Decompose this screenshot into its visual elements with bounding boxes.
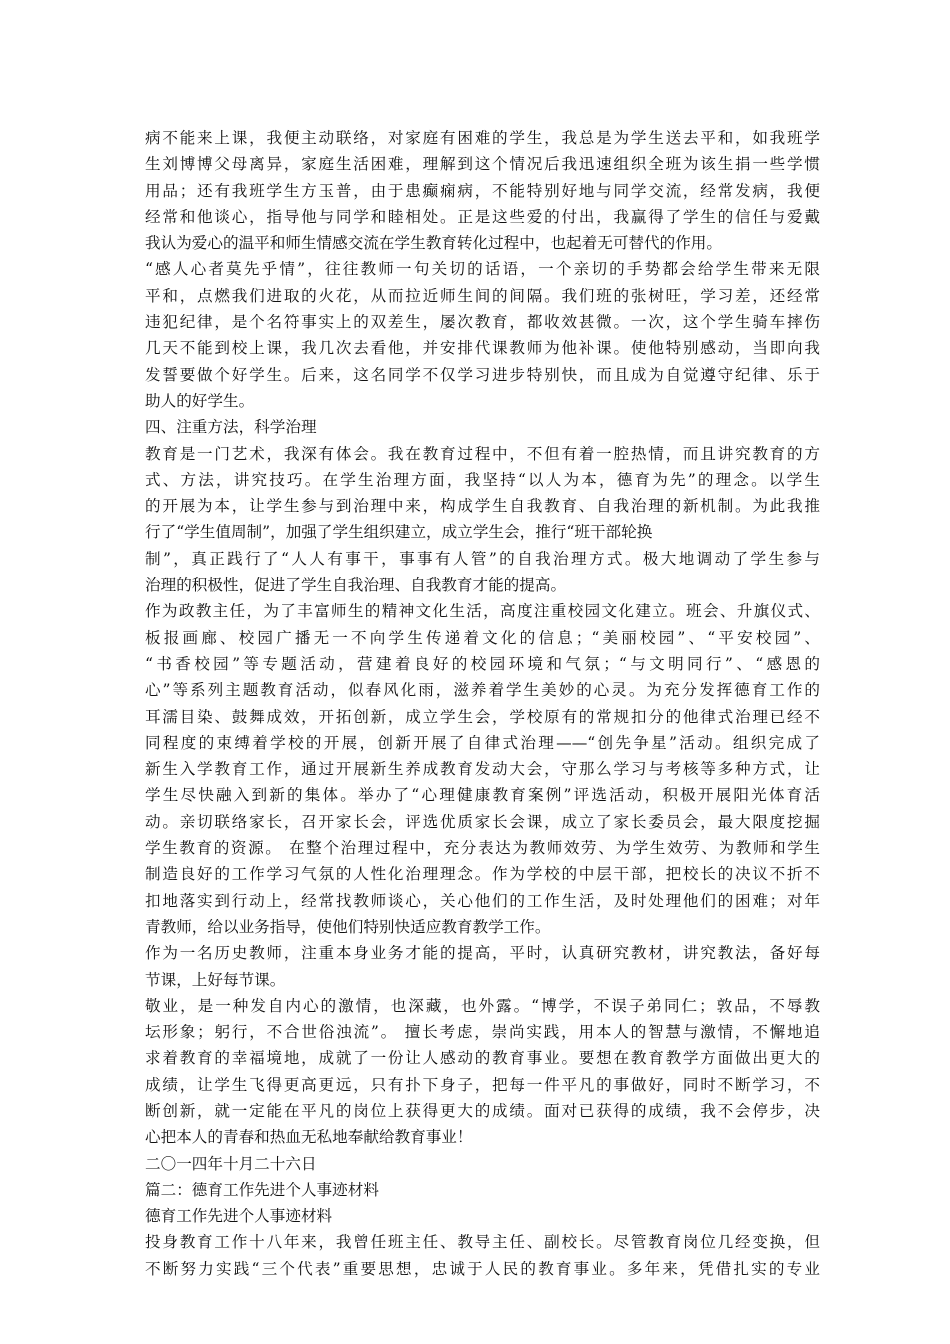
text-line: 德育工作先进个人事迹材料: [145, 1207, 333, 1226]
text-line: 动。亲切联络家长，召开家长会，评选优质家长会课，成立了家长委员会，最大限度挖掘: [145, 812, 820, 831]
text-line: 心把本人的青春和热血无私地奉献给教育事业！: [145, 1128, 473, 1147]
text-line: 制造良好的工作学习气氛的人性化治理理念。作为学校的中层干部，把校长的决议不折不: [145, 865, 820, 884]
text-line: “书香校园”等专题活动，营建着良好的校园环境和气氛；“与文明同行”、“感恩的: [145, 654, 820, 673]
text-line: 青教师，给以业务指导，使他们特别快适应教育教学工作。: [145, 917, 551, 936]
text-line: 同程度的束缚着学校的开展，创新开展了自律式治理——“创先争星”活动。组织完成了: [145, 733, 820, 752]
text-line: 经常和他谈心，指导他与同学和睦相处。正是这些爱的付出，我赢得了学生的信任与爱戴: [145, 207, 820, 226]
text-line: 教育是一门艺术，我深有体会。我在教育过程中，不但有着一腔热情，而且讲究教育的方: [145, 444, 820, 463]
text-line: 心”等系列主题教育活动，似春风化雨，滋养着学生美妙的心灵。为充分发挥德育工作的: [145, 681, 820, 700]
text-line: 行了“学生值周制”，加强了学生组织建立，成立学生会，推行“班干部轮换: [145, 523, 653, 542]
document-body: [145, 125, 820, 1282]
text-line: 几天不能到校上课，我几次去看他，并安排代课教师为他补课。使他特别感动，当即向我: [145, 339, 820, 358]
text-line: 节课，上好每节课。: [145, 970, 286, 989]
text-line: 篇二：德育工作先进个人事迹材料: [145, 1180, 379, 1199]
text-line: 敬业，是一种发自内心的激情，也深藏，也外露。“博学，不误子弟同仁；敦品，不辱教: [145, 996, 820, 1015]
text-line: 生刘博博父母离异，家庭生活困难，理解到这个情况后我迅速组织全班为该生捐一些学惯: [145, 155, 820, 174]
text-line: 二〇一四年十月二十六日: [145, 1154, 317, 1173]
text-line: 耳濡目染、鼓舞成效，开拓创新，成立学生会，学校原有的常规扣分的他律式治理已经不: [145, 707, 820, 726]
text-line: 作为一名历史教师，注重本身业务才能的提高，平时，认真研究教材，讲究教法，备好每: [145, 944, 820, 963]
text-line: 扣地落实到行动上，经常找教师谈心，关心他们的工作生活，及时处理他们的困难；对年: [145, 891, 820, 910]
text-line: 违犯纪律，是个名符事实上的双差生，屡次教育，都收效甚微。一次，这个学生骑车摔伤: [145, 313, 820, 332]
text-line: “感人心者莫先乎情”，往往教师一句关切的话语，一个亲切的手势都会给学生带来无限: [145, 260, 820, 279]
text-line: 断创新，就一定能在平凡的岗位上获得更大的成绩。面对已获得的成绩，我不会停步，决: [145, 1101, 820, 1120]
text-line: 板报画廊、校园广播无一不向学生传递着文化的信息；“美丽校园”、“平安校园”、: [145, 628, 820, 647]
text-line: 助人的好学生。: [145, 391, 255, 410]
text-line: 学生教育的资源。 在整个治理过程中，充分表达为教师效劳、为学生效劳、为教师和学生: [145, 839, 820, 858]
text-line: 平和，点燃我们进取的火花，从而拉近师生间的间隔。我们班的张树旺，学习差，还经常: [145, 286, 820, 305]
text-line: 制”，真正践行了“人人有事干，事事有人管”的自我治理方式。极大地调动了学生参与: [145, 549, 820, 568]
text-line: 不断努力实践“三个代表”重要思想，忠诚于人民的教育事业。多年来，凭借扎实的专业: [145, 1259, 820, 1278]
text-line: 发誓要做个好学生。后来，这名同学不仅学习进步特别快，而且成为自觉遵守纪律、乐于: [145, 365, 820, 384]
text-line: 四、注重方法，科学治理: [145, 418, 317, 437]
text-line: 的开展为本，让学生参与到治理中来，构成学生自我教育、自我治理的新机制。为此我推: [145, 497, 820, 516]
text-line: 坛形象；躬行，不合世俗浊流”。 擅长考虑，崇尚实践，用本人的智慧与激情，不懈地追: [145, 1023, 820, 1042]
text-line: 用品；还有我班学生方玉普，由于患癫痫病，不能特别好地与同学交流，经常发病，我便: [145, 181, 820, 200]
text-line: 治理的积极性，促进了学生自我治理、自我教育才能的提高。: [145, 576, 567, 595]
text-line: 投身教育工作十八年来，我曾任班主任、教导主任、副校长。尽管教育岗位几经变换，但: [145, 1233, 820, 1252]
text-line: 新生入学教育工作，通过开展新生养成教育发动大会，守那么学习与考核等多种方式，让: [145, 760, 820, 779]
text-line: 病不能来上课，我便主动联络，对家庭有困难的学生，我总是为学生送去平和，如我班学: [145, 129, 820, 147]
text-line: 学生尽快融入到新的集体。举办了“心理健康教育案例”评选活动，积极开展阳光体育活: [145, 786, 820, 805]
text-line: 成绩，让学生飞得更高更远，只有扑下身子，把每一件平凡的事做好，同时不断学习，不: [145, 1075, 820, 1094]
text-line: 作为政教主任，为了丰富师生的精神文化生活，高度注重校园文化建立。班会、升旗仪式、: [145, 602, 820, 621]
text-line: 求着教育的幸福境地，成就了一份让人感动的教育事业。要想在教育教学方面做出更大的: [145, 1049, 820, 1068]
text-line: 我认为爱心的温平和师生情感交流在学生教育转化过程中，也起着无可替代的作用。: [145, 234, 722, 253]
text-line: 式、方法，讲究技巧。在学生治理方面，我坚持“以人为本，德育为先”的理念。以学生: [145, 470, 820, 489]
